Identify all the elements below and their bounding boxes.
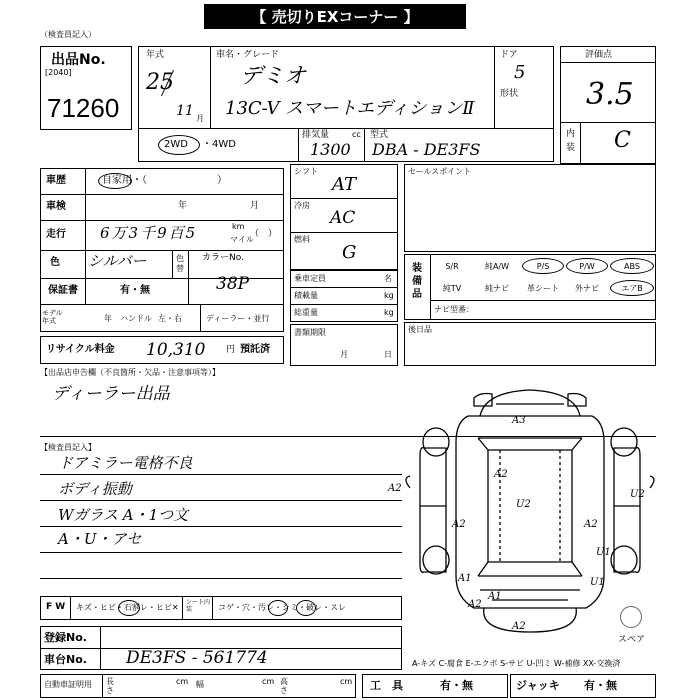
lot-box — [40, 46, 132, 130]
color-value: シルバー — [88, 252, 147, 270]
mileage-value: 6万3千9百5 — [100, 224, 198, 242]
certificate-label: 自動車証明用 — [44, 680, 92, 689]
limit-month: 月 — [340, 350, 348, 359]
cert-width-unit: cm — [262, 677, 275, 686]
displacement-value: 1300 — [310, 140, 351, 159]
equip-sr: S/R — [445, 261, 459, 271]
equip-tv: 純TV — [442, 283, 462, 293]
later-items-box — [404, 322, 656, 366]
warranty-label: 保証書 — [48, 285, 78, 296]
aircon-label: 冷房 — [294, 201, 310, 210]
equip-ps: P/S — [522, 258, 564, 274]
lot-number: 71260 — [47, 93, 120, 123]
color-code-label: カラーNo. — [202, 253, 244, 263]
mark-bumper: A2 — [512, 621, 526, 632]
displacement-unit: cc — [352, 130, 361, 139]
model-label: 型式 — [370, 130, 389, 140]
car-name-label: 車名・グレード — [216, 50, 280, 60]
inspector-note-1: ドアミラー電格不良 — [58, 454, 193, 472]
history-label: 車歴 — [46, 175, 66, 186]
mark-right-rear: U2 — [630, 489, 645, 500]
lot-label: 出品No. — [51, 52, 106, 68]
fuel-value: G — [342, 242, 357, 263]
drive-4wd: ・4WD — [202, 139, 236, 150]
mark-right-front: U1 — [596, 547, 611, 558]
model-value: DBA - DE3FS — [372, 140, 481, 159]
equip-alloy: 純A/W — [484, 261, 510, 271]
year-value: 25 — [146, 70, 174, 95]
load-label: 積載量 — [294, 291, 318, 300]
fuel-label: 燃料 — [294, 235, 310, 244]
reg-no-label: 登録No. — [44, 631, 87, 644]
gross-unit: kg — [384, 308, 394, 317]
fw-text: キズ・ヒビ・石割レ・ヒビ✕ — [76, 603, 179, 612]
cert-length: 長さ — [106, 677, 114, 695]
inspector-note-4: A・U・アセ — [58, 530, 142, 548]
mark-left-rear: A2 — [388, 483, 402, 494]
mileage-label: 走行 — [46, 229, 66, 240]
month-value: 11 — [176, 103, 194, 119]
seat-label: シート内装 — [186, 599, 211, 613]
history-options: 自家用・（ ） — [102, 175, 227, 186]
mark-front-left: A1 — [488, 591, 502, 602]
car-name: デミオ — [240, 64, 307, 89]
load-unit: kg — [384, 291, 394, 300]
doors-value: 5 — [514, 62, 526, 83]
mark-bumper-left: A2 — [468, 599, 482, 610]
damage-legend: A-キズ C-腐食 E-エクボ S-サビ U-凹ミ W-補修 XX-交換済 — [412, 659, 621, 668]
navi-model-label: ナビ型番： — [434, 305, 474, 314]
tools-options: 有・無 — [440, 679, 473, 692]
mileage-mile: マイル — [230, 235, 254, 244]
lot-code: [2040] — [45, 68, 72, 77]
declaration-text: ディーラー出品 — [52, 384, 170, 404]
limit-label: 書類期限 — [294, 328, 326, 337]
displacement-label: 排気量 — [302, 130, 330, 140]
gross-label: 総重量 — [294, 308, 318, 317]
seat-text: コゲ・穴・汚レ・シミ・破レ・スレ — [218, 603, 346, 612]
declaration-label: 【出品店申告欄（不良箇所・欠品・注意事項等）】 — [40, 368, 220, 377]
model-year-label: モデル年式 — [42, 309, 63, 326]
mark-roof-rear: A2 — [494, 469, 508, 480]
recycle-label: リサイクル料金 — [46, 344, 115, 355]
equip-airbag: エアB — [610, 280, 654, 296]
shift-label: シフト — [294, 167, 318, 176]
mark-right-door: A2 — [584, 519, 598, 530]
doors-label: ドア — [500, 50, 518, 60]
sales-point-label: セールスポイント — [408, 167, 472, 176]
shift-value: AT — [332, 174, 357, 195]
inspection-year: 年 — [178, 201, 188, 211]
year-label: 年式 — [146, 50, 165, 60]
cert-length-unit: cm — [176, 677, 189, 686]
equipment-label: 装備品 — [412, 263, 422, 300]
mark-roof: U2 — [516, 499, 531, 510]
interior-value: C — [614, 128, 631, 153]
car-grade: 13C-V スマートエディションⅡ — [225, 98, 475, 119]
color-code-value: 38P — [216, 274, 250, 294]
warranty-options: 有・無 — [120, 285, 150, 296]
capacity-label: 乗車定員 — [294, 274, 326, 283]
cert-height: 高さ — [280, 677, 288, 695]
color-label: 色 — [50, 257, 60, 268]
drive-2wd: 2WD — [164, 139, 188, 150]
cert-width: 幅 — [196, 680, 204, 689]
mark-left-door: A2 — [452, 519, 466, 530]
inspector-note-3: Wガラス A・1つ文 — [58, 506, 189, 524]
mark-left-front: A1 — [458, 573, 472, 584]
inspector-label: 【検査員記入】 — [40, 443, 96, 452]
top-banner: 【 売切りEXコーナー 】 — [204, 4, 466, 29]
aircon-value: AC — [330, 208, 356, 228]
equip-abs: ABS — [610, 258, 654, 274]
handle-options: 左・右 — [158, 314, 182, 323]
score-label: 評価点 — [585, 50, 613, 60]
color-change-label: 色替 — [176, 254, 184, 273]
dealer-options: ディーラー・並行 — [206, 314, 270, 323]
equip-leather: 革シート — [527, 283, 559, 293]
header-note: （検査員記入） — [40, 30, 96, 39]
cert-height-unit: cm — [340, 677, 353, 686]
spare-label: スペア — [618, 635, 646, 645]
mark-rear: A3 — [512, 415, 526, 426]
fw-label: F W — [46, 602, 66, 612]
later-items-label: 後日品 — [408, 325, 432, 334]
recycle-unit: 円 — [226, 345, 236, 355]
recycle-value: 10,310 — [146, 340, 206, 360]
mileage-km: km — [232, 222, 245, 231]
mark-front-right: U1 — [590, 577, 605, 588]
chassis-label: 車台No. — [44, 653, 87, 666]
jack-label: ジャッキ — [516, 679, 560, 692]
interior-label: 内装 — [566, 129, 576, 153]
capacity-unit: 名 — [384, 274, 392, 283]
model-year-unit: 年 — [104, 314, 112, 323]
limit-day: 日 — [384, 350, 392, 359]
equip-ext-navi: 外ナビ — [575, 283, 599, 293]
equip-pw: P/W — [566, 258, 608, 274]
sales-point-box — [404, 164, 656, 252]
jack-options: 有・無 — [584, 679, 617, 692]
tools-label: 工 具 — [370, 679, 403, 692]
chassis-value: DE3FS - 561774 — [126, 648, 268, 668]
shape-label: 形状 — [500, 89, 519, 99]
score-value: 3.5 — [586, 77, 634, 112]
mileage-paren: （ ） — [250, 229, 278, 239]
inspection-month: 月 — [250, 201, 260, 211]
inspection-label: 車検 — [46, 201, 66, 212]
recycle-status: 預託済 — [240, 344, 270, 355]
equip-navi: 純ナビ — [485, 283, 509, 293]
handle-label: ハンドル — [120, 314, 152, 323]
spare-tire-icon — [620, 606, 642, 628]
inspector-note-2: ボディ振動 — [58, 480, 132, 498]
month-unit: 月 — [196, 114, 204, 123]
